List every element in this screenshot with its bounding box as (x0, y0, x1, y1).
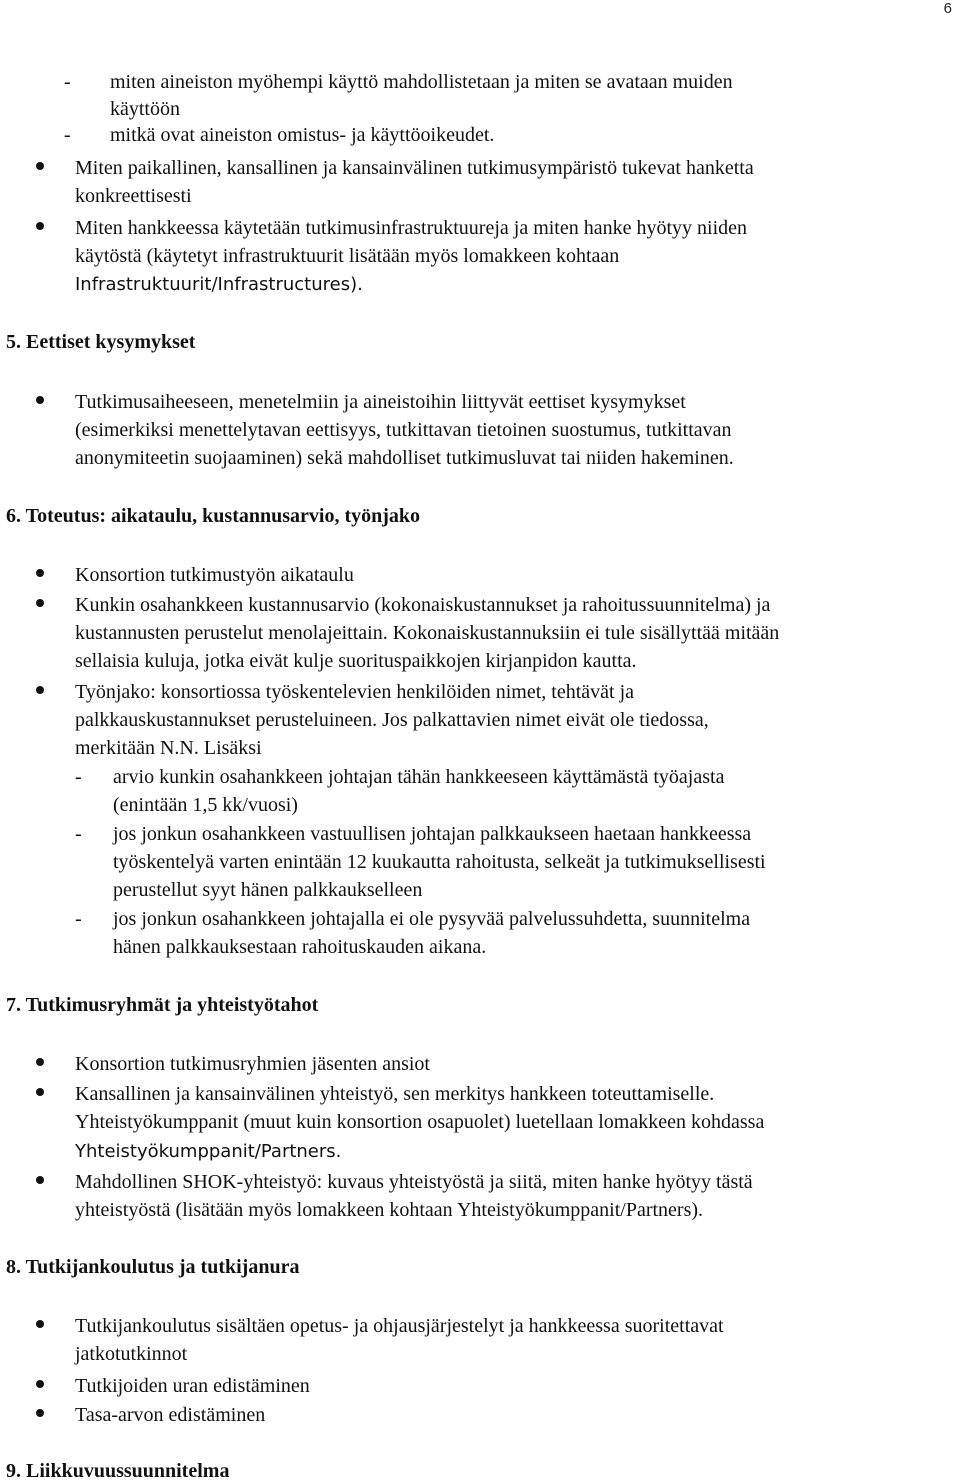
bullet-icon (36, 686, 44, 694)
list-item: Tutkijankoulutus sisältäen opetus- ja ohjausjärjestelyt ja hankkeessa suoritettavat (75, 1315, 724, 1337)
list-item: Konsortion tutkimusryhmien jäsenten ansiot (75, 1053, 430, 1075)
list-item: Infrastruktuurit/Infrastructures). (75, 274, 363, 295)
bullet-icon (36, 162, 44, 170)
dash-marker: - (75, 766, 82, 788)
list-item: käytöstä (käytetyt infrastruktuurit lisätään myös lomakkeen kohtaan (75, 245, 620, 267)
list-item: (enintään 1,5 kk/vuosi) (113, 794, 298, 816)
section-heading: 9. Liikkuvuussuunnitelma (6, 1460, 230, 1482)
list-item: hänen palkkauksestaan rahoituskauden aikana. (113, 936, 487, 958)
list-item: Konsortion tutkimustyön aikataulu (75, 564, 354, 586)
bullet-icon (36, 222, 44, 230)
bullet-icon (36, 396, 44, 404)
section-heading: 7. Tutkimusryhmät ja yhteistyötahot (6, 994, 319, 1016)
list-item: Mahdollinen SHOK-yhteistyö: kuvaus yhteistyöstä ja siitä, miten hanke hyötyy tästä (75, 1171, 753, 1193)
list-item: Yhteistyökumppanit (muut kuin konsortion osapuolet) luetellaan lomakkeen kohdassa (75, 1111, 765, 1133)
section-heading: 8. Tutkijankoulutus ja tutkijanura (6, 1256, 300, 1278)
list-item: Yhteistyökumppanit/Partners. (75, 1141, 342, 1162)
list-item: (esimerkiksi menettelytavan eettisyys, tutkittavan tietoinen suostumus, tutkittavan (75, 419, 732, 441)
list-item: jos jonkun osahankkeen vastuullisen johtajan palkkaukseen haetaan hankkeessa (113, 823, 752, 845)
list-item: Tasa-arvon edistäminen (75, 1404, 266, 1426)
list-item: arvio kunkin osahankkeen johtajan tähän hankkeeseen käyttämästä työajasta (113, 766, 725, 788)
list-item: konkreettisesti (75, 185, 192, 207)
page-number: 6 (943, 0, 952, 17)
list-item: perustellut syyt hänen palkkaukselleen (113, 879, 423, 901)
list-item: työskentelyä varten enintään 12 kuukautta rahoitusta, selkeät ja tutkimuksellisesti (113, 851, 766, 873)
list-item: sellaisia kuluja, jotka eivät kulje suorituspaikkojen kirjanpidon kautta. (75, 650, 637, 672)
bullet-icon (36, 569, 44, 577)
list-item: Miten paikallinen, kansallinen ja kansainvälinen tutkimusympäristö tukevat hanketta (75, 157, 754, 179)
list-item: jos jonkun osahankkeen johtajalla ei ole pysyvää palvelussuhdetta, suunnitelma (113, 908, 751, 930)
list-item: merkitään N.N. Lisäksi (75, 737, 262, 759)
bullet-icon (36, 1409, 44, 1417)
bullet-icon (36, 1320, 44, 1328)
list-item: kustannusten perustelut menolajeittain. Kokonaiskustannuksiin ei tule sisällyttää mitään (75, 622, 780, 644)
list-item: Tutkimusaiheeseen, menetelmiin ja aineistoihin liittyvät eettiset kysymykset (75, 391, 686, 413)
bullet-icon (36, 1176, 44, 1184)
dash-marker: - (75, 908, 82, 930)
list-item: jatkotutkinnot (75, 1343, 188, 1365)
dash-marker: - (64, 71, 71, 93)
list-item: Miten hankkeessa käytetään tutkimusinfrastruktuureja ja miten hanke hyötyy niiden (75, 217, 748, 239)
list-item: miten aineiston myöhempi käyttö mahdollistetaan ja miten se avataan muiden (110, 71, 733, 93)
dash-marker: - (64, 124, 71, 146)
list-item: yhteistyöstä (lisätään myös lomakkeen kohtaan Yhteistyökumppanit/Partners). (75, 1199, 704, 1221)
list-item: Kunkin osahankkeen kustannusarvio (kokonaiskustannukset ja rahoitussuunnitelma) ja (75, 594, 771, 616)
bullet-icon (36, 1058, 44, 1066)
section-heading: 5. Eettiset kysymykset (6, 331, 196, 353)
list-item: palkkauskustannukset perusteluineen. Jos palkattavien nimet eivät ole tiedossa, (75, 709, 709, 731)
list-item: Kansallinen ja kansainvälinen yhteistyö, sen merkitys hankkeen toteuttamiselle. (75, 1083, 715, 1105)
bullet-icon (36, 599, 44, 607)
list-item: käyttöön (110, 98, 180, 120)
bullet-icon (36, 1088, 44, 1096)
list-item: Työnjako: konsortiossa työskentelevien henkilöiden nimet, tehtävät ja (75, 681, 635, 703)
list-item: Tutkijoiden uran edistäminen (75, 1375, 310, 1397)
bullet-icon (36, 1380, 44, 1388)
list-item: anonymiteetin suojaaminen) sekä mahdolliset tutkimusluvat tai niiden hakeminen. (75, 447, 734, 469)
list-item: mitkä ovat aineiston omistus- ja käyttöoikeudet. (110, 124, 495, 146)
dash-marker: - (75, 823, 82, 845)
section-heading: 6. Toteutus: aikataulu, kustannusarvio, työnjako (6, 505, 421, 527)
